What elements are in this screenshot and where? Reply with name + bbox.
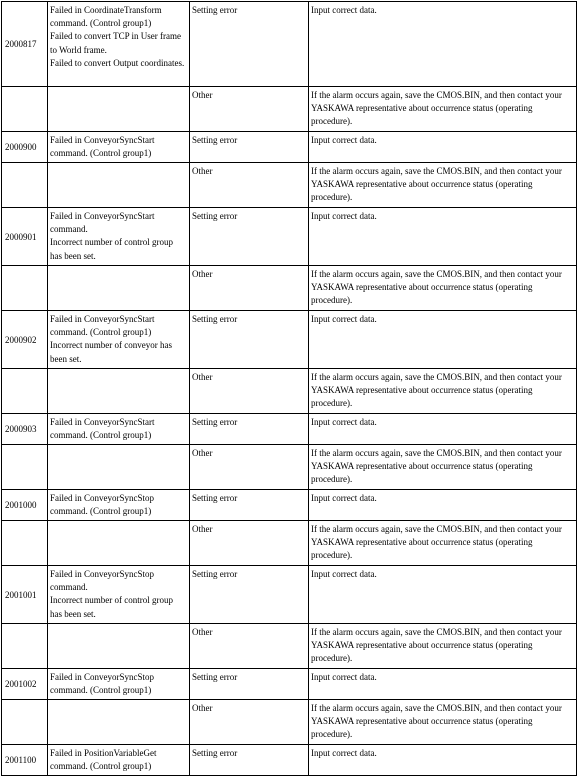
alarm-description-line: Failed in ConveyorSyncStart command. — [50, 211, 155, 235]
alarm-description-cell — [48, 745, 190, 776]
alarm-remedy-cell: Input correct data. — [309, 490, 577, 521]
alarm-remedy-cell: If the alarm occurs again, save the CMOS.BIN, and then contact your YASKAWA representative about occurrence status (operating procedure). — [309, 163, 577, 208]
table-row — [2, 624, 577, 669]
alarm-cause-cell: Other — [190, 163, 309, 208]
table-row — [2, 414, 577, 445]
alarm-cause-cell: Other — [190, 700, 309, 745]
alarm-description-line: Incorrect number of control group has been set. — [50, 237, 173, 261]
alarm-code-cell — [2, 163, 48, 208]
alarm-remedy-cell: Input correct data. — [309, 745, 577, 776]
alarm-code-cell: 2000900 — [2, 132, 48, 163]
alarm-description-cell — [48, 414, 190, 445]
alarm-code-cell: 2001100 — [2, 745, 48, 776]
alarm-description-cell — [48, 669, 190, 700]
alarm-code-cell: 2001000 — [2, 490, 48, 521]
alarm-remedy-cell: If the alarm occurs again, save the CMOS.BIN, and then contact your YASKAWA representative about occurrence status (operating procedure). — [309, 624, 577, 669]
alarm-code-cell — [2, 87, 48, 132]
alarm-remedy-cell: Input correct data. — [309, 566, 577, 624]
table-row — [2, 87, 577, 132]
alarm-cause-cell: Setting error — [190, 414, 309, 445]
alarm-remedy-cell: If the alarm occurs again, save the CMOS.BIN, and then contact your YASKAWA representative about occurrence status (operating procedure). — [309, 521, 577, 566]
alarm-remedy-cell: Input correct data. — [309, 311, 577, 369]
alarm-code-cell — [2, 369, 48, 414]
alarm-code-cell — [2, 521, 48, 566]
table-row — [2, 521, 577, 566]
alarm-description-line: Failed in ConveyorSyncStop command. (Control group1) — [50, 672, 154, 696]
alarm-cause-cell: Other — [190, 624, 309, 669]
alarm-cause-cell: Other — [190, 87, 309, 132]
table-row — [2, 266, 577, 311]
alarm-cause-cell: Other — [190, 521, 309, 566]
table-row — [2, 2, 577, 87]
table-row — [2, 445, 577, 490]
alarm-code-cell — [2, 266, 48, 311]
alarm-description-cell — [48, 132, 190, 163]
alarm-description-cell — [48, 369, 190, 414]
alarm-code-cell — [2, 624, 48, 669]
alarm-cause-cell: Setting error — [190, 669, 309, 700]
alarm-description-line: Failed in ConveyorSyncStart command. (Control group1) — [50, 135, 155, 159]
alarm-remedy-cell: If the alarm occurs again, save the CMOS.BIN, and then contact your YASKAWA representative about occurrence status (operating procedure). — [309, 369, 577, 414]
alarm-description-line: Failed in ConveyorSyncStop command. (Control group1) — [50, 493, 154, 517]
alarm-description-line: Failed in ConveyorSyncStart command. (Control group1) — [50, 417, 155, 441]
alarm-cause-cell: Other — [190, 266, 309, 311]
alarm-description-cell — [48, 624, 190, 669]
alarm-cause-cell: Other — [190, 369, 309, 414]
alarm-table — [1, 1, 577, 776]
alarm-description-cell — [48, 208, 190, 266]
alarm-description-cell — [48, 311, 190, 369]
alarm-cause-cell: Setting error — [190, 311, 309, 369]
alarm-description-line: Failed in ConveyorSyncStart command. (Control group1) — [50, 314, 155, 338]
alarm-remedy-cell: Input correct data. — [309, 208, 577, 266]
alarm-code-cell: 2000902 — [2, 311, 48, 369]
alarm-code-cell — [2, 700, 48, 745]
alarm-description-line: Failed in PositionVariableGet command. (Control group1) — [50, 748, 157, 772]
alarm-remedy-cell: If the alarm occurs again, save the CMOS.BIN, and then contact your YASKAWA representative about occurrence status (operating procedure). — [309, 445, 577, 490]
alarm-code-cell: 2000903 — [2, 414, 48, 445]
table-row — [2, 700, 577, 745]
alarm-description-line: Failed in ConveyorSyncStop command. — [50, 569, 154, 593]
table-row — [2, 132, 577, 163]
table-row — [2, 311, 577, 369]
alarm-code-cell: 2001001 — [2, 566, 48, 624]
alarm-description-line: Incorrect number of conveyor has been set. — [50, 340, 172, 364]
alarm-cause-cell: Setting error — [190, 490, 309, 521]
alarm-cause-cell: Other — [190, 445, 309, 490]
table-row — [2, 163, 577, 208]
alarm-description-line: Incorrect number of control group has been set. — [50, 595, 173, 619]
alarm-table-body — [2, 2, 577, 776]
alarm-description-cell — [48, 87, 190, 132]
table-row — [2, 745, 577, 776]
alarm-description-line: Failed to convert TCP in User frame to World frame. — [50, 31, 181, 55]
alarm-cause-cell: Setting error — [190, 208, 309, 266]
table-row — [2, 566, 577, 624]
alarm-remedy-cell: If the alarm occurs again, save the CMOS.BIN, and then contact your YASKAWA representative about occurrence status (operating procedure). — [309, 87, 577, 132]
alarm-description-cell — [48, 566, 190, 624]
alarm-description-cell — [48, 2, 190, 87]
alarm-code-cell — [2, 445, 48, 490]
alarm-description-cell — [48, 163, 190, 208]
alarm-cause-cell: Setting error — [190, 132, 309, 163]
alarm-code-cell: 2000901 — [2, 208, 48, 266]
alarm-remedy-cell: Input correct data. — [309, 2, 577, 87]
alarm-remedy-cell: Input correct data. — [309, 669, 577, 700]
alarm-description-cell — [48, 266, 190, 311]
alarm-description-line: Failed in CoordinateTransform command. (Control group1) — [50, 5, 162, 29]
alarm-code-cell: 2000817 — [2, 2, 48, 87]
alarm-code-cell: 2001002 — [2, 669, 48, 700]
table-row — [2, 490, 577, 521]
alarm-cause-cell: Setting error — [190, 2, 309, 87]
alarm-cause-cell: Setting error — [190, 745, 309, 776]
alarm-remedy-cell: If the alarm occurs again, save the CMOS.BIN, and then contact your YASKAWA representative about occurrence status (operating procedure). — [309, 266, 577, 311]
alarm-remedy-cell: Input correct data. — [309, 132, 577, 163]
alarm-remedy-cell: If the alarm occurs again, save the CMOS.BIN, and then contact your YASKAWA representative about occurrence status (operating procedure). — [309, 700, 577, 745]
alarm-cause-cell: Setting error — [190, 566, 309, 624]
alarm-description-cell — [48, 445, 190, 490]
alarm-description-cell — [48, 490, 190, 521]
alarm-description-cell — [48, 521, 190, 566]
table-row — [2, 369, 577, 414]
alarm-description-line: Failed to convert Output coordinates. — [50, 57, 185, 68]
table-row — [2, 208, 577, 266]
table-row — [2, 669, 577, 700]
alarm-remedy-cell: Input correct data. — [309, 414, 577, 445]
alarm-description-cell — [48, 700, 190, 745]
